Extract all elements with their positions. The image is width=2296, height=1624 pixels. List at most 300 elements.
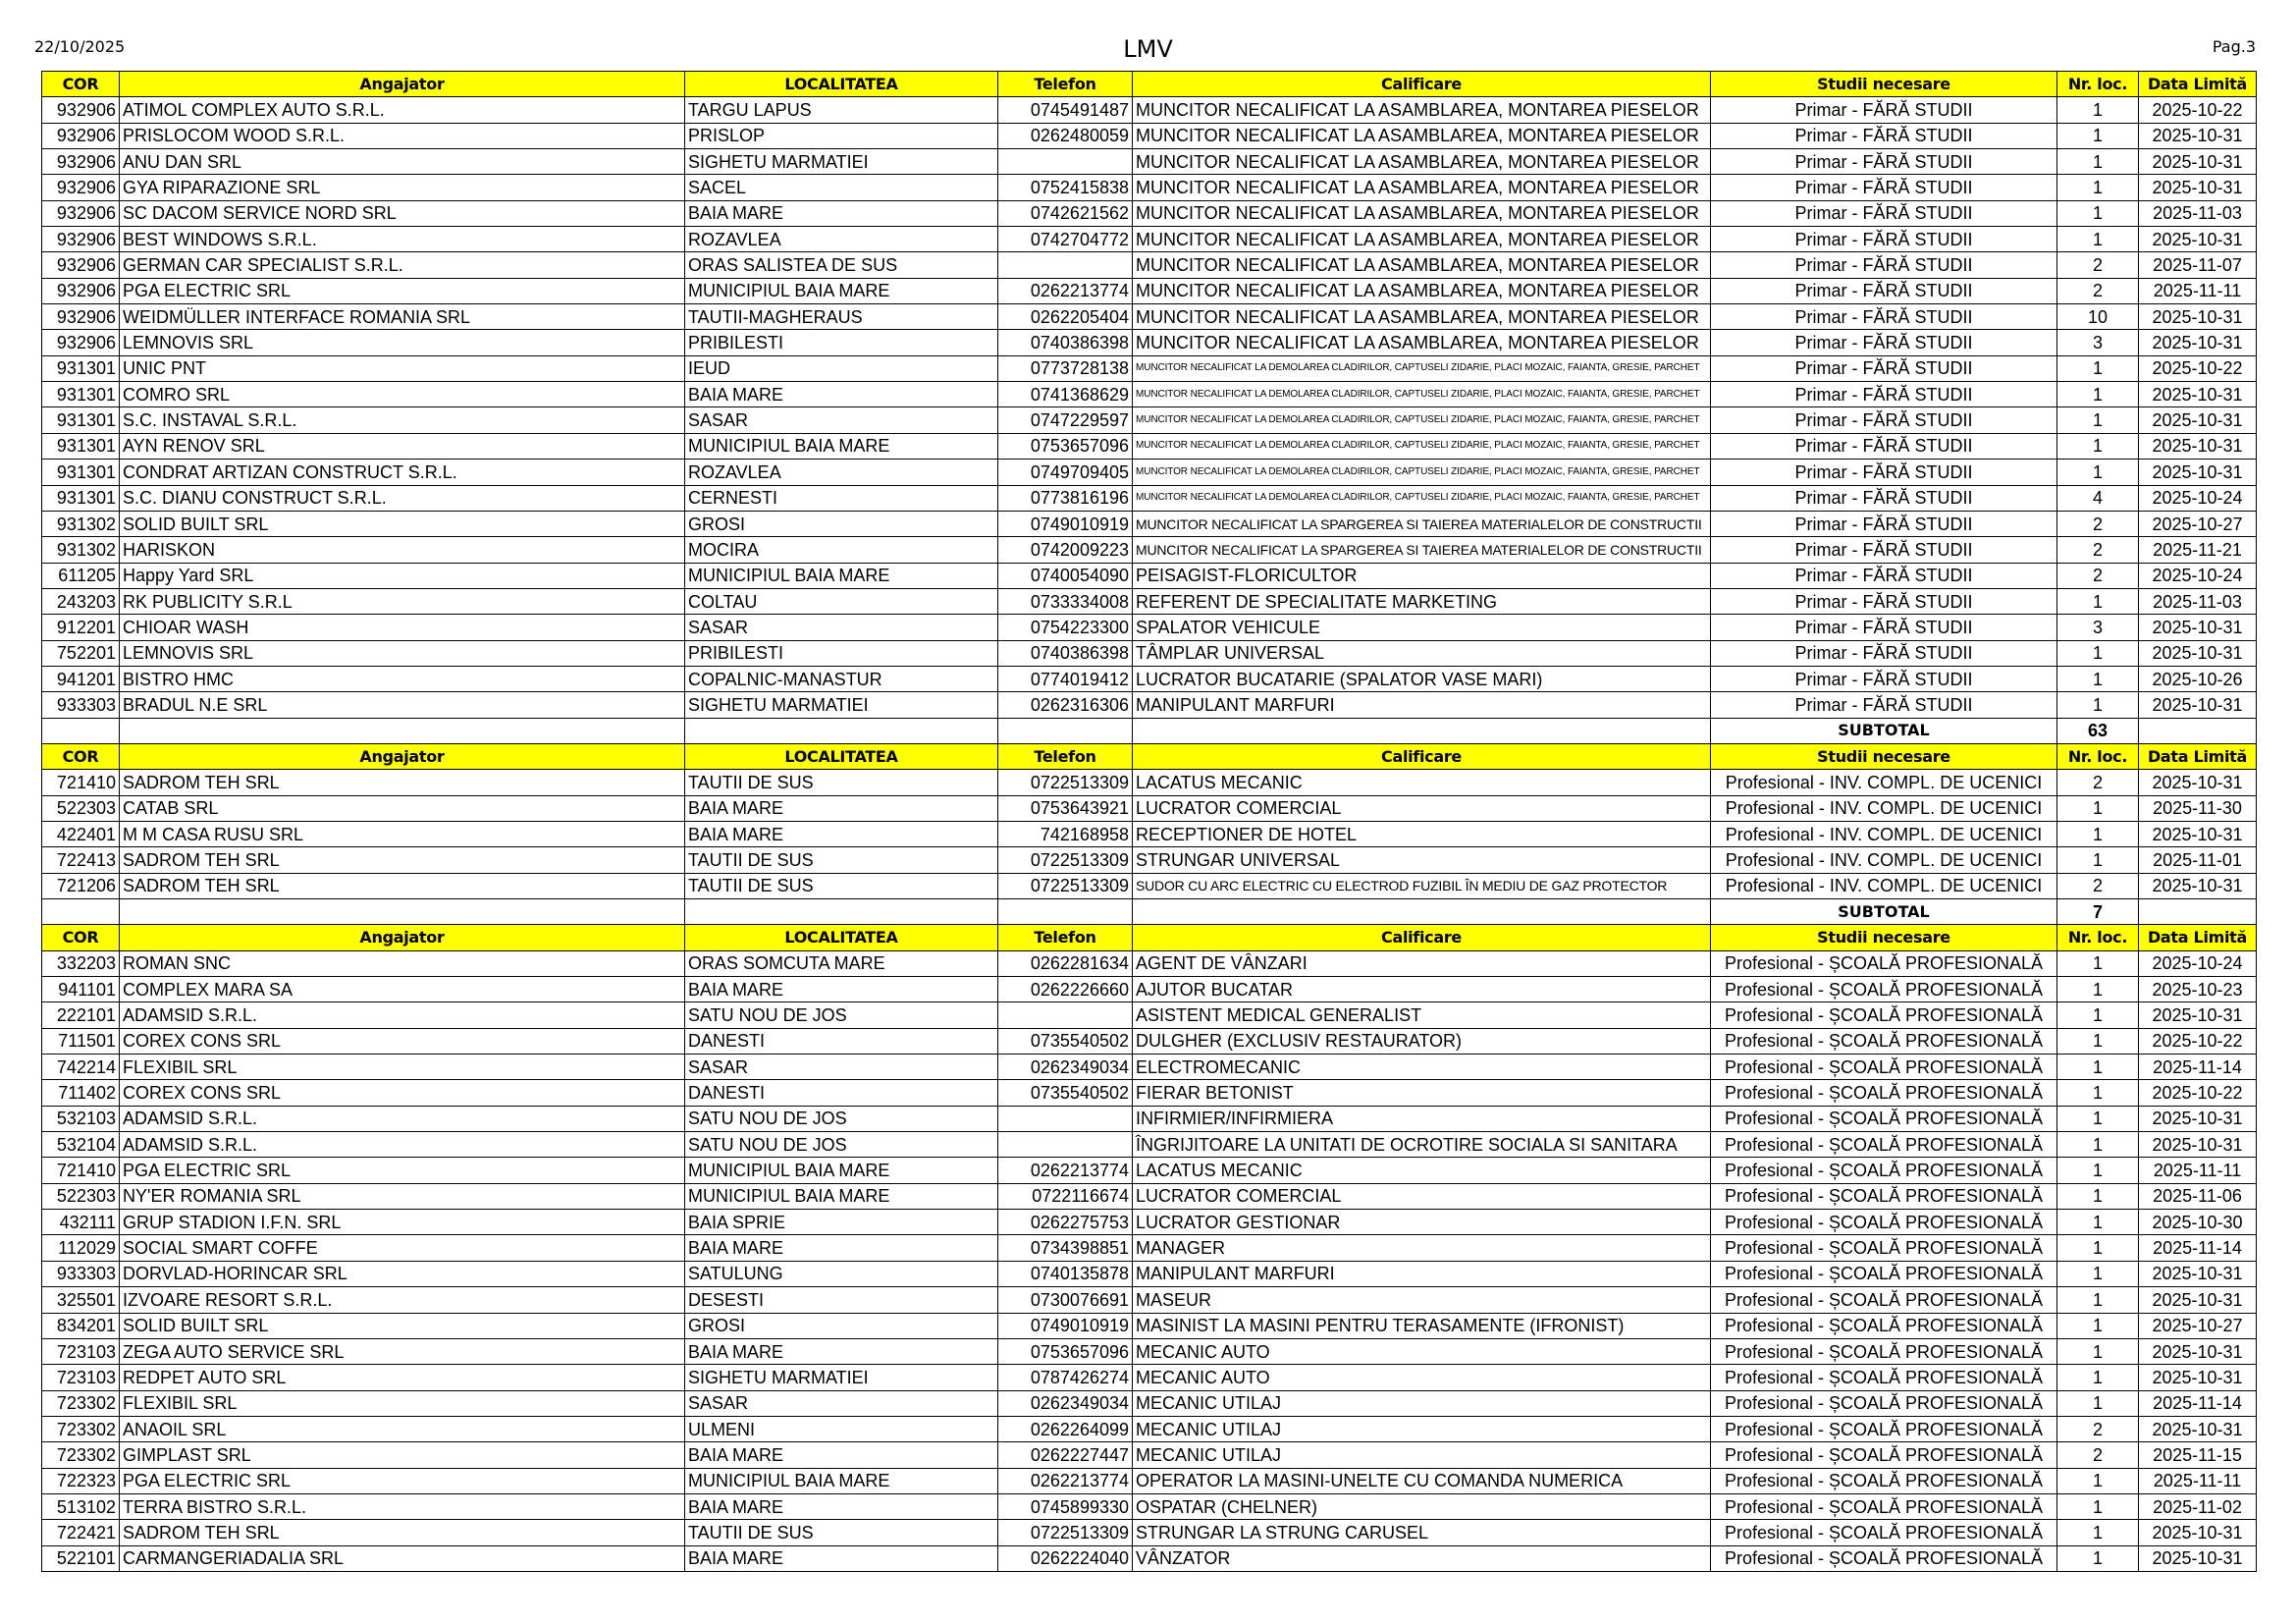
- cor-code-cell: 941201: [42, 666, 120, 691]
- deadline-date-cell: 2025-11-02: [2139, 1493, 2257, 1519]
- positions-count-cell: 1: [2057, 1313, 2139, 1338]
- deadline-date-cell: 2025-10-31: [2139, 1520, 2257, 1545]
- qualification-cell: MUNCITOR NECALIFICAT LA SPARGEREA SI TAIEREA MATERIALELOR DE CONSTRUCTII: [1133, 537, 1711, 563]
- table-row: [42, 1468, 2257, 1493]
- cor-code-cell: 332203: [42, 950, 120, 976]
- locality-cell: MUNICIPIUL BAIA MARE: [685, 1158, 998, 1183]
- phone-cell: 0774019412: [998, 666, 1133, 691]
- cor-code-cell: 931301: [42, 355, 120, 381]
- employer-name-cell: CARMANGERIADALIA SRL: [120, 1545, 685, 1571]
- locality-cell: BAIA MARE: [685, 200, 998, 226]
- required-studies-cell: Primar - FĂRĂ STUDII: [1711, 407, 2057, 433]
- qualification-cell: LUCRATOR BUCATARIE (SPALATOR VASE MARI): [1133, 666, 1711, 691]
- qualification-cell: STRUNGAR UNIVERSAL: [1133, 847, 1711, 873]
- cor-code-cell: 325501: [42, 1287, 120, 1313]
- job-vacancies-table: [41, 71, 2257, 1572]
- column-header-phone: Telefon: [998, 743, 1133, 769]
- subtotal-value: 63: [2057, 718, 2139, 743]
- locality-cell: CERNESTI: [685, 485, 998, 511]
- table-row: [42, 873, 2257, 898]
- positions-count-cell: 1: [2057, 1183, 2139, 1209]
- column-header-locality: LOCALITATEA: [685, 743, 998, 769]
- empty-cell: [685, 718, 998, 743]
- cor-code-cell: 711501: [42, 1028, 120, 1054]
- cor-code-cell: 722413: [42, 847, 120, 873]
- positions-count-cell: 2: [2057, 252, 2139, 278]
- employer-name-cell: SADROM TEH SRL: [120, 873, 685, 898]
- phone-cell: 0773816196: [998, 485, 1133, 511]
- deadline-date-cell: 2025-10-22: [2139, 1080, 2257, 1106]
- employer-name-cell: ADAMSID S.R.L.: [120, 1002, 685, 1028]
- locality-cell: TARGU LAPUS: [685, 97, 998, 123]
- required-studies-cell: Profesional - ȘCOALĂ PROFESIONALĂ: [1711, 1520, 2057, 1545]
- employer-name-cell: NY'ER ROMANIA SRL: [120, 1183, 685, 1209]
- table-row: [42, 977, 2257, 1002]
- positions-count-cell: 1: [2057, 460, 2139, 485]
- cor-code-cell: 532104: [42, 1132, 120, 1158]
- table-row: [42, 149, 2257, 175]
- positions-count-cell: 1: [2057, 821, 2139, 846]
- employer-name-cell: ANAOIL SRL: [120, 1416, 685, 1441]
- qualification-cell: ÎNGRIJITOARE LA UNITATI DE OCROTIRE SOCIALA SI SANITARA: [1133, 1132, 1711, 1158]
- employer-name-cell: SOLID BUILT SRL: [120, 1313, 685, 1338]
- employer-name-cell: COREX CONS SRL: [120, 1028, 685, 1054]
- qualification-cell: LUCRATOR COMERCIAL: [1133, 795, 1711, 821]
- table-row: [42, 1055, 2257, 1080]
- positions-count-cell: 1: [2057, 1520, 2139, 1545]
- phone-cell: 0752415838: [998, 175, 1133, 200]
- table-row: [42, 1080, 2257, 1106]
- phone-cell: 0262213774: [998, 1468, 1133, 1493]
- table-row: [42, 950, 2257, 976]
- required-studies-cell: Primar - FĂRĂ STUDII: [1711, 355, 2057, 381]
- table-row: [42, 1520, 2257, 1545]
- deadline-date-cell: 2025-11-06: [2139, 1183, 2257, 1209]
- qualification-cell: MUNCITOR NECALIFICAT LA ASAMBLAREA, MONTAREA PIESELOR: [1133, 278, 1711, 303]
- positions-count-cell: 1: [2057, 1132, 2139, 1158]
- column-header-qualification: Calificare: [1133, 72, 1711, 97]
- required-studies-cell: Profesional - INV. COMPL. DE UCENICI: [1711, 821, 2057, 846]
- required-studies-cell: Profesional - ȘCOALĂ PROFESIONALĂ: [1711, 1313, 2057, 1338]
- deadline-date-cell: 2025-10-27: [2139, 511, 2257, 536]
- employer-name-cell: ANU DAN SRL: [120, 149, 685, 175]
- table-row: [42, 123, 2257, 148]
- locality-cell: SATU NOU DE JOS: [685, 1002, 998, 1028]
- cor-code-cell: 723103: [42, 1338, 120, 1364]
- table-row: [42, 1545, 2257, 1571]
- table-row: [42, 537, 2257, 563]
- positions-count-cell: 1: [2057, 640, 2139, 666]
- column-header-employer-name: Angajator: [120, 72, 685, 97]
- positions-count-cell: 1: [2057, 1158, 2139, 1183]
- positions-count-cell: 1: [2057, 355, 2139, 381]
- subtotal-label: SUBTOTAL: [1711, 899, 2057, 925]
- qualification-cell: MANAGER: [1133, 1235, 1711, 1261]
- phone-cell: 0753643921: [998, 795, 1133, 821]
- page-number: Pag.3: [2212, 37, 2256, 56]
- table-row: [42, 615, 2257, 640]
- table-row: [42, 1287, 2257, 1313]
- required-studies-cell: Profesional - ȘCOALĂ PROFESIONALĂ: [1711, 1183, 2057, 1209]
- deadline-date-cell: 2025-11-14: [2139, 1390, 2257, 1416]
- required-studies-cell: Primar - FĂRĂ STUDII: [1711, 692, 2057, 718]
- employer-name-cell: HARISKON: [120, 537, 685, 563]
- deadline-date-cell: 2025-10-24: [2139, 950, 2257, 976]
- table-row: [42, 1390, 2257, 1416]
- required-studies-cell: Primar - FĂRĂ STUDII: [1711, 485, 2057, 511]
- deadline-date-cell: 2025-11-03: [2139, 200, 2257, 226]
- deadline-date-cell: 2025-10-30: [2139, 1210, 2257, 1235]
- employer-name-cell: TERRA BISTRO S.R.L.: [120, 1493, 685, 1519]
- cor-code-cell: 941101: [42, 977, 120, 1002]
- report-title: LMV: [1123, 35, 1173, 63]
- positions-count-cell: 1: [2057, 1261, 2139, 1286]
- locality-cell: BAIA MARE: [685, 1545, 998, 1571]
- table-row: [42, 1028, 2257, 1054]
- required-studies-cell: Primar - FĂRĂ STUDII: [1711, 382, 2057, 407]
- phone-cell: 0262316306: [998, 692, 1133, 718]
- cor-code-cell: 932906: [42, 97, 120, 123]
- qualification-cell: LACATUS MECANIC: [1133, 1158, 1711, 1183]
- required-studies-cell: Primar - FĂRĂ STUDII: [1711, 252, 2057, 278]
- employer-name-cell: SOCIAL SMART COFFE: [120, 1235, 685, 1261]
- table-row: [42, 252, 2257, 278]
- cor-code-cell: 723103: [42, 1365, 120, 1390]
- column-header-locality: LOCALITATEA: [685, 72, 998, 97]
- deadline-date-cell: 2025-10-31: [2139, 175, 2257, 200]
- phone-cell: 0262349034: [998, 1055, 1133, 1080]
- required-studies-cell: Profesional - ȘCOALĂ PROFESIONALĂ: [1711, 1158, 2057, 1183]
- positions-count-cell: 2: [2057, 563, 2139, 588]
- locality-cell: TAUTII DE SUS: [685, 873, 998, 898]
- phone-cell: 0262281634: [998, 950, 1133, 976]
- positions-count-cell: 1: [2057, 227, 2139, 252]
- required-studies-cell: Profesional - ȘCOALĂ PROFESIONALĂ: [1711, 1028, 2057, 1054]
- locality-cell: MUNICIPIUL BAIA MARE: [685, 563, 998, 588]
- positions-count-cell: 1: [2057, 433, 2139, 459]
- deadline-date-cell: 2025-10-31: [2139, 382, 2257, 407]
- deadline-date-cell: 2025-10-24: [2139, 485, 2257, 511]
- employer-name-cell: GYA RIPARAZIONE SRL: [120, 175, 685, 200]
- required-studies-cell: Profesional - INV. COMPL. DE UCENICI: [1711, 795, 2057, 821]
- phone-cell: 0262349034: [998, 1390, 1133, 1416]
- cor-code-cell: 932906: [42, 123, 120, 148]
- table-row: [42, 1158, 2257, 1183]
- column-header-deadline-date: Data Limită: [2139, 72, 2257, 97]
- cor-code-cell: 931301: [42, 485, 120, 511]
- deadline-date-cell: 2025-11-07: [2139, 252, 2257, 278]
- locality-cell: IEUD: [685, 355, 998, 381]
- qualification-cell: MUNCITOR NECALIFICAT LA SPARGEREA SI TAIEREA MATERIALELOR DE CONSTRUCTII: [1133, 511, 1711, 536]
- positions-count-cell: 3: [2057, 615, 2139, 640]
- phone-cell: 0722513309: [998, 770, 1133, 795]
- phone-cell: 0722116674: [998, 1183, 1133, 1209]
- deadline-date-cell: 2025-10-31: [2139, 330, 2257, 355]
- empty-cell: [120, 718, 685, 743]
- deadline-date-cell: 2025-10-31: [2139, 433, 2257, 459]
- table-row: [42, 795, 2257, 821]
- positions-count-cell: 1: [2057, 1338, 2139, 1364]
- cor-code-cell: 742214: [42, 1055, 120, 1080]
- employer-name-cell: BRADUL N.E SRL: [120, 692, 685, 718]
- empty-cell: [1133, 718, 1711, 743]
- table-row: [42, 666, 2257, 691]
- deadline-date-cell: 2025-10-23: [2139, 977, 2257, 1002]
- employer-name-cell: SADROM TEH SRL: [120, 770, 685, 795]
- employer-name-cell: LEMNOVIS SRL: [120, 330, 685, 355]
- cor-code-cell: 432111: [42, 1210, 120, 1235]
- required-studies-cell: Profesional - ȘCOALĂ PROFESIONALĂ: [1711, 1235, 2057, 1261]
- employer-name-cell: PGA ELECTRIC SRL: [120, 1158, 685, 1183]
- employer-name-cell: COMRO SRL: [120, 382, 685, 407]
- empty-cell: [998, 899, 1133, 925]
- required-studies-cell: Profesional - ȘCOALĂ PROFESIONALĂ: [1711, 1287, 2057, 1313]
- positions-count-cell: 1: [2057, 1390, 2139, 1416]
- phone-cell: 0730076691: [998, 1287, 1133, 1313]
- positions-count-cell: 2: [2057, 1416, 2139, 1441]
- cor-code-cell: 933303: [42, 692, 120, 718]
- deadline-date-cell: 2025-10-27: [2139, 1313, 2257, 1338]
- column-header-deadline-date: Data Limită: [2139, 743, 2257, 769]
- phone-cell: [998, 1132, 1133, 1158]
- deadline-date-cell: 2025-10-31: [2139, 1338, 2257, 1364]
- phone-cell: 0735540502: [998, 1080, 1133, 1106]
- phone-cell: 0740386398: [998, 330, 1133, 355]
- employer-name-cell: COMPLEX MARA SA: [120, 977, 685, 1002]
- subtotal-value: 7: [2057, 899, 2139, 925]
- deadline-date-cell: 2025-10-31: [2139, 1365, 2257, 1390]
- table-row: [42, 460, 2257, 485]
- locality-cell: TAUTII DE SUS: [685, 770, 998, 795]
- empty-cell: [998, 718, 1133, 743]
- cor-code-cell: 723302: [42, 1442, 120, 1468]
- deadline-date-cell: 2025-10-31: [2139, 692, 2257, 718]
- employer-name-cell: SADROM TEH SRL: [120, 1520, 685, 1545]
- employer-name-cell: RK PUBLICITY S.R.L: [120, 588, 685, 614]
- locality-cell: ORAS SALISTEA DE SUS: [685, 252, 998, 278]
- deadline-date-cell: 2025-10-31: [2139, 640, 2257, 666]
- phone-cell: 0740386398: [998, 640, 1133, 666]
- positions-count-cell: 4: [2057, 485, 2139, 511]
- locality-cell: PRISLOP: [685, 123, 998, 148]
- phone-cell: 0741368629: [998, 382, 1133, 407]
- phone-cell: 0722513309: [998, 847, 1133, 873]
- required-studies-cell: Primar - FĂRĂ STUDII: [1711, 200, 2057, 226]
- qualification-cell: MASINIST LA MASINI PENTRU TERASAMENTE (IFRONIST): [1133, 1313, 1711, 1338]
- cor-code-cell: 721410: [42, 1158, 120, 1183]
- cor-code-cell: 931302: [42, 511, 120, 536]
- deadline-date-cell: 2025-10-31: [2139, 1545, 2257, 1571]
- required-studies-cell: Primar - FĂRĂ STUDII: [1711, 175, 2057, 200]
- table-row: [42, 355, 2257, 381]
- locality-cell: PRIBILESTI: [685, 330, 998, 355]
- positions-count-cell: 1: [2057, 175, 2139, 200]
- positions-count-cell: 1: [2057, 407, 2139, 433]
- table-header-row: [42, 72, 2257, 97]
- phone-cell: 0262205404: [998, 304, 1133, 330]
- qualification-cell: LUCRATOR GESTIONAR: [1133, 1210, 1711, 1235]
- column-header-locality: LOCALITATEA: [685, 925, 998, 950]
- locality-cell: BAIA MARE: [685, 1235, 998, 1261]
- table-row: [42, 1002, 2257, 1028]
- qualification-cell: MECANIC UTILAJ: [1133, 1442, 1711, 1468]
- employer-name-cell: SC DACOM SERVICE NORD SRL: [120, 200, 685, 226]
- positions-count-cell: 1: [2057, 1002, 2139, 1028]
- locality-cell: ROZAVLEA: [685, 227, 998, 252]
- required-studies-cell: Profesional - ȘCOALĂ PROFESIONALĂ: [1711, 1055, 2057, 1080]
- required-studies-cell: Primar - FĂRĂ STUDII: [1711, 537, 2057, 563]
- phone-cell: 0735540502: [998, 1028, 1133, 1054]
- employer-name-cell: FLEXIBIL SRL: [120, 1055, 685, 1080]
- cor-code-cell: 422401: [42, 821, 120, 846]
- locality-cell: SACEL: [685, 175, 998, 200]
- employer-name-cell: DORVLAD-HORINCAR SRL: [120, 1261, 685, 1286]
- cor-code-cell: 522303: [42, 1183, 120, 1209]
- deadline-date-cell: 2025-10-31: [2139, 1261, 2257, 1286]
- deadline-date-cell: 2025-11-01: [2139, 847, 2257, 873]
- qualification-cell: MUNCITOR NECALIFICAT LA ASAMBLAREA, MONTAREA PIESELOR: [1133, 97, 1711, 123]
- column-header-required-studies: Studii necesare: [1711, 743, 2057, 769]
- column-header-cor-code: COR: [42, 925, 120, 950]
- qualification-cell: OSPATAR (CHELNER): [1133, 1493, 1711, 1519]
- qualification-cell: LACATUS MECANIC: [1133, 770, 1711, 795]
- required-studies-cell: Primar - FĂRĂ STUDII: [1711, 149, 2057, 175]
- table-row: [42, 382, 2257, 407]
- positions-count-cell: 1: [2057, 1365, 2139, 1390]
- locality-cell: ORAS SOMCUTA MARE: [685, 950, 998, 976]
- phone-cell: 0722513309: [998, 873, 1133, 898]
- required-studies-cell: Primar - FĂRĂ STUDII: [1711, 278, 2057, 303]
- employer-name-cell: IZVOARE RESORT S.R.L.: [120, 1287, 685, 1313]
- required-studies-cell: Profesional - ȘCOALĂ PROFESIONALĂ: [1711, 1338, 2057, 1364]
- cor-code-cell: 932906: [42, 175, 120, 200]
- positions-count-cell: 1: [2057, 123, 2139, 148]
- qualification-cell: OPERATOR LA MASINI-UNELTE CU COMANDA NUMERICA: [1133, 1468, 1711, 1493]
- table-body: [42, 72, 2257, 1572]
- locality-cell: BAIA MARE: [685, 1338, 998, 1364]
- deadline-date-cell: 2025-10-26: [2139, 666, 2257, 691]
- qualification-cell: SPALATOR VEHICULE: [1133, 615, 1711, 640]
- phone-cell: 0747229597: [998, 407, 1133, 433]
- locality-cell: MOCIRA: [685, 537, 998, 563]
- column-header-positions-count: Nr. loc.: [2057, 72, 2139, 97]
- table-row: [42, 1106, 2257, 1131]
- required-studies-cell: Primar - FĂRĂ STUDII: [1711, 460, 2057, 485]
- empty-cell: [1133, 899, 1711, 925]
- locality-cell: PRIBILESTI: [685, 640, 998, 666]
- deadline-date-cell: 2025-10-31: [2139, 821, 2257, 846]
- deadline-date-cell: 2025-11-21: [2139, 537, 2257, 563]
- empty-cell: [685, 899, 998, 925]
- employer-name-cell: CONDRAT ARTIZAN CONSTRUCT S.R.L.: [120, 460, 685, 485]
- employer-name-cell: BEST WINDOWS S.R.L.: [120, 227, 685, 252]
- required-studies-cell: Profesional - ȘCOALĂ PROFESIONALĂ: [1711, 1132, 2057, 1158]
- locality-cell: BAIA MARE: [685, 977, 998, 1002]
- deadline-date-cell: 2025-10-24: [2139, 563, 2257, 588]
- phone-cell: 0262480059: [998, 123, 1133, 148]
- qualification-cell: VÂNZATOR: [1133, 1545, 1711, 1571]
- qualification-cell: MECANIC AUTO: [1133, 1365, 1711, 1390]
- phone-cell: [998, 252, 1133, 278]
- locality-cell: BAIA SPRIE: [685, 1210, 998, 1235]
- qualification-cell: SUDOR CU ARC ELECTRIC CU ELECTROD FUZIBIL ÎN MEDIU DE GAZ PROTECTOR: [1133, 873, 1711, 898]
- phone-cell: 0262213774: [998, 278, 1133, 303]
- required-studies-cell: Profesional - ȘCOALĂ PROFESIONALĂ: [1711, 1210, 2057, 1235]
- column-header-phone: Telefon: [998, 72, 1133, 97]
- cor-code-cell: 931301: [42, 407, 120, 433]
- positions-count-cell: 1: [2057, 977, 2139, 1002]
- positions-count-cell: 2: [2057, 770, 2139, 795]
- locality-cell: ULMENI: [685, 1416, 998, 1441]
- phone-cell: 0740054090: [998, 563, 1133, 588]
- table-row: [42, 821, 2257, 846]
- table-row: [42, 1493, 2257, 1519]
- employer-name-cell: PRISLOCOM WOOD S.R.L.: [120, 123, 685, 148]
- employer-name-cell: S.C. DIANU CONSTRUCT S.R.L.: [120, 485, 685, 511]
- qualification-cell: RECEPTIONER DE HOTEL: [1133, 821, 1711, 846]
- positions-count-cell: 1: [2057, 200, 2139, 226]
- qualification-cell: FIERAR BETONIST: [1133, 1080, 1711, 1106]
- required-studies-cell: Primar - FĂRĂ STUDII: [1711, 640, 2057, 666]
- employer-name-cell: ADAMSID S.R.L.: [120, 1132, 685, 1158]
- empty-cell: [42, 899, 120, 925]
- employer-name-cell: GERMAN CAR SPECIALIST S.R.L.: [120, 252, 685, 278]
- phone-cell: 0749010919: [998, 1313, 1133, 1338]
- cor-code-cell: 222101: [42, 1002, 120, 1028]
- deadline-date-cell: 2025-10-31: [2139, 873, 2257, 898]
- qualification-cell: DULGHER (EXCLUSIV RESTAURATOR): [1133, 1028, 1711, 1054]
- employer-name-cell: ZEGA AUTO SERVICE SRL: [120, 1338, 685, 1364]
- table-row: [42, 304, 2257, 330]
- required-studies-cell: Primar - FĂRĂ STUDII: [1711, 563, 2057, 588]
- phone-cell: 0742621562: [998, 200, 1133, 226]
- qualification-cell: REFERENT DE SPECIALITATE MARKETING: [1133, 588, 1711, 614]
- employer-name-cell: SOLID BUILT SRL: [120, 511, 685, 536]
- cor-code-cell: 112029: [42, 1235, 120, 1261]
- phone-cell: 0262227447: [998, 1442, 1133, 1468]
- cor-code-cell: 752201: [42, 640, 120, 666]
- deadline-date-cell: 2025-10-31: [2139, 227, 2257, 252]
- qualification-cell: MUNCITOR NECALIFICAT LA ASAMBLAREA, MONTAREA PIESELOR: [1133, 149, 1711, 175]
- table-row: [42, 407, 2257, 433]
- locality-cell: SASAR: [685, 407, 998, 433]
- table-header-row: [42, 743, 2257, 769]
- table-row: [42, 847, 2257, 873]
- employer-name-cell: ROMAN SNC: [120, 950, 685, 976]
- employer-name-cell: ADAMSID S.R.L.: [120, 1106, 685, 1131]
- cor-code-cell: 722323: [42, 1468, 120, 1493]
- table-row: [42, 1210, 2257, 1235]
- deadline-date-cell: 2025-10-31: [2139, 1002, 2257, 1028]
- required-studies-cell: Profesional - ȘCOALĂ PROFESIONALĂ: [1711, 1261, 2057, 1286]
- cor-code-cell: 834201: [42, 1313, 120, 1338]
- employer-name-cell: PGA ELECTRIC SRL: [120, 278, 685, 303]
- deadline-date-cell: 2025-10-31: [2139, 460, 2257, 485]
- locality-cell: SIGHETU MARMATIEI: [685, 149, 998, 175]
- qualification-cell: TÂMPLAR UNIVERSAL: [1133, 640, 1711, 666]
- phone-cell: 0773728138: [998, 355, 1133, 381]
- employer-name-cell: REDPET AUTO SRL: [120, 1365, 685, 1390]
- required-studies-cell: Primar - FĂRĂ STUDII: [1711, 433, 2057, 459]
- deadline-date-cell: 2025-10-22: [2139, 355, 2257, 381]
- required-studies-cell: Primar - FĂRĂ STUDII: [1711, 588, 2057, 614]
- table-row: [42, 1365, 2257, 1390]
- table-row: [42, 588, 2257, 614]
- required-studies-cell: Profesional - ȘCOALĂ PROFESIONALĂ: [1711, 1002, 2057, 1028]
- required-studies-cell: Profesional - INV. COMPL. DE UCENICI: [1711, 873, 2057, 898]
- qualification-cell: INFIRMIER/INFIRMIERA: [1133, 1106, 1711, 1131]
- phone-cell: 0733334008: [998, 588, 1133, 614]
